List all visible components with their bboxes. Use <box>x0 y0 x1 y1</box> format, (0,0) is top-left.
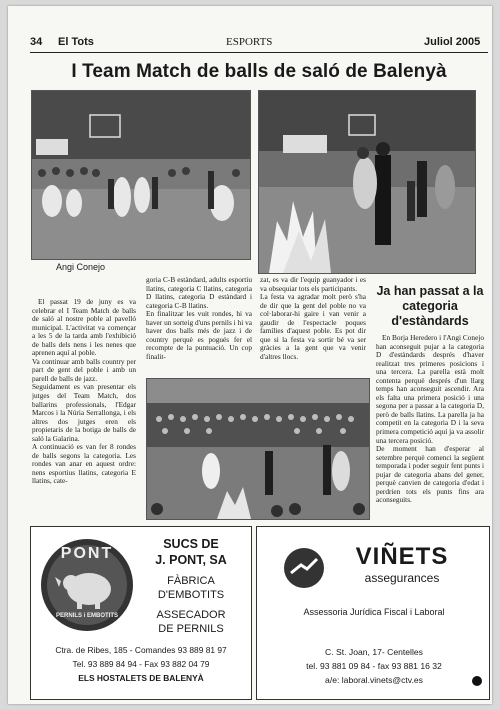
pont-line-1: FÀBRICA <box>167 575 215 587</box>
publication-name: El Tots <box>58 36 94 48</box>
pont-title-1: SUCS DE <box>163 537 219 551</box>
section-name: ESPORTS <box>226 36 273 48</box>
photo-dancing-couple <box>258 90 476 274</box>
sidebar-title: Ja han passat a la categoria d'estàndards <box>376 284 484 328</box>
issue-date: Juliol 2005 <box>424 36 481 48</box>
photo-pavilion-audience <box>146 378 370 520</box>
header-rule <box>30 52 488 53</box>
vinets-logo-icon <box>283 547 325 589</box>
page-corner-dot <box>472 676 482 686</box>
ad-vinets <box>256 526 490 700</box>
photo-dancing-couple-image <box>259 91 475 273</box>
photo-dance-hall <box>31 90 251 260</box>
page-number: 34 <box>30 36 43 48</box>
photo-credit: Angi Conejo <box>56 262 106 272</box>
article-column-1: El passat 19 de juny es va celebrar el I Team Match de balls de saló al nostre poble al pavelló municipal. L'activitat va començar a les 5 de la tarda amb l'exhibició de balls dels nens i les nenes que aprenen aquí al poble. Va continuar amb balls country per part de gent del poble i amb un parell de balls de jazz. Seguidament es van presentar els jutges del Team Match, dos ballarins professionals, l'Edgar Marcos i la Núria Serrallonga, i els altres dos jutges eren els propietaris de la botiga de balls de saló la Galarina. A continuació es van fer 8 rondes de balls segons la categoria. Les rondes van anar en aquest ordre: nens esportius llatins, categoria E llatins, cate- <box>32 298 136 486</box>
pont-line-3: ASSECADOR <box>156 609 226 621</box>
pont-logo-bottom: PERNILS i EMBOTITS <box>55 613 118 619</box>
article-column-3: zat, es va dir l'equip guanyador i es va obsequiar tots els participants. La festa va agradar molt però s'ha de dir que la gent del poble no va col·laborar-hi gaire i van venir a gaudir de l'espectacle poques famílies d'aquest poble. Es pot dir que si la festa va sortir bé va ser gràcies a la gent que va venir d'altres llocs. <box>260 276 366 361</box>
sidebar-body: En Borja Heredero i l'Angi Conejo han aconseguit pujar a la categoria D d'estàndards després d'haver realitzat tres primeres posicions i una tercera. La parella està molt contenta perquè després d'un llarg temps han aconseguit ascendir. Ara els falta una primera posició i una segona per a passar a la categoria D, però de balls llatins. La parella ja ha competit en la categoria D i la seva primera competició aquí ja va assolir una tercera posició. De moment han d'esperar al setembre perquè comenci la següent temporada i poder seguir fent punts i pujar de categoria abans del gener, perquè canvien de categoria d'edat i perdrien tots els punts fins ara aconseguits. <box>376 334 484 505</box>
vinets-service: Assessoria Jurídica Fiscal i Laboral <box>303 607 445 617</box>
pont-title-2: J. PONT, SA <box>155 553 227 567</box>
pont-address: Ctra. de Ribes, 185 - Comandes 93 889 81 97 <box>55 645 227 655</box>
pont-logo-top: PONT <box>60 545 114 562</box>
vinets-tagline: assegurances <box>364 571 440 585</box>
vinets-address: C. St. Joan, 17- Centelles <box>325 647 423 657</box>
photo-pavilion-audience-image <box>147 379 369 519</box>
pont-line-4: DE PERNILS <box>158 623 224 635</box>
article-column-2: goria C-B estàndard, adults esportiu llatins, categoria C llatins, categoria D llatins, categoria D estàndard i categoria C-B llatins. En finalitzar les vuit rondes, hi va haver un sorteig d'uns pernils i hi va haver dos balls més de jazz i de country perquè es pogués fer el recompte de la puntuació. Un cop finalit- <box>146 276 252 361</box>
vinets-brand: VIÑETS <box>355 543 449 570</box>
photo-dance-hall-image <box>32 91 250 259</box>
pont-footer: ELS HOSTALETS DE BALENYÀ <box>78 673 204 683</box>
ad-pont <box>30 526 252 700</box>
vinets-phones: tel. 93 881 09 84 - fax 93 881 16 32 <box>306 661 442 671</box>
article-title: I Team Match de balls de saló de Balenyà <box>71 61 447 82</box>
pont-line-2: D'EMBOTITS <box>157 589 225 601</box>
vinets-email: a/e: laboral.vinets@ctv.es <box>325 675 423 685</box>
newspaper-page <box>8 6 492 704</box>
pont-phones: Tel. 93 889 84 94 - Fax 93 882 04 79 <box>72 659 210 669</box>
